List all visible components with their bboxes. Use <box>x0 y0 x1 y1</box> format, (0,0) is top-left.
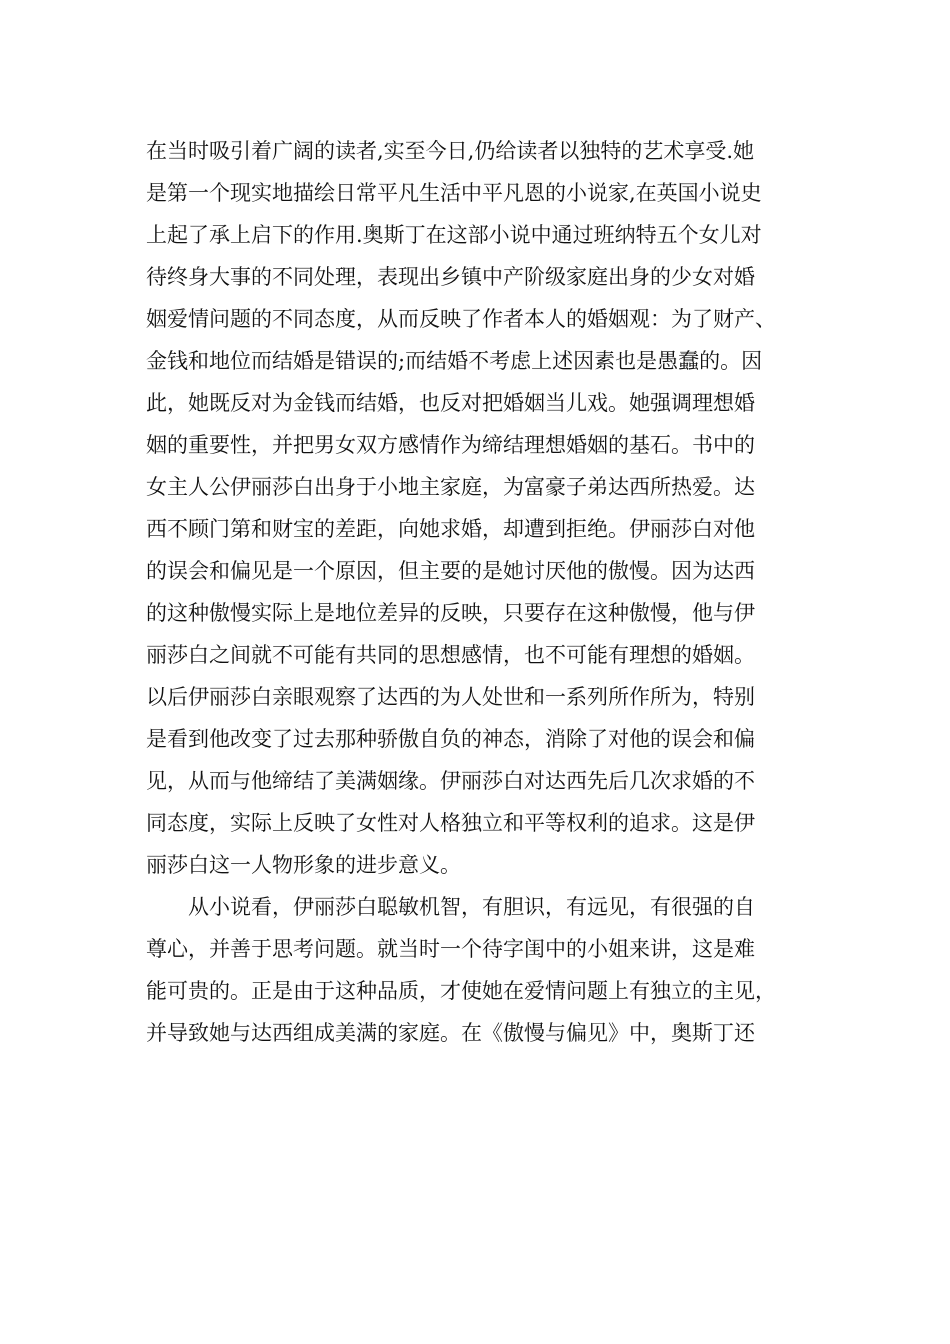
text-line: 丽莎白之间就不可能有共同的思想感情，也不可能有理想的婚姻。 <box>146 643 755 667</box>
text-line: 在当时吸引着广阔的读者,实至今日,仍给读者以独特的艺术享受.她 <box>146 139 755 163</box>
text-line: 姻爱情问题的不同态度，从而反映了作者本人的婚姻观：为了财产、 <box>146 307 776 331</box>
text-line: 同态度，实际上反映了女性对人格独立和平等权利的追求。这是伊 <box>146 811 755 835</box>
text-line: 金钱和地位而结婚是错误的;而结婚不考虑上述因素也是愚蠢的。因 <box>146 349 763 373</box>
text-line: 并导致她与达西组成美满的家庭。在《傲慢与偏见》中，奥斯丁还 <box>146 1021 755 1045</box>
text-line: 丽莎白这一人物形象的进步意义。 <box>146 853 461 877</box>
paragraph-start-line: 从小说看，伊丽莎白聪敏机智，有胆识，有远见，有很强的自 <box>188 895 755 919</box>
text-line: 的这种傲慢实际上是地位差异的反映，只要存在这种傲慢，他与伊 <box>146 601 755 625</box>
text-line: 待终身大事的不同处理，表现出乡镇中产阶级家庭出身的少女对婚 <box>146 265 755 289</box>
text-line: 是看到他改变了过去那种骄傲自负的神态，消除了对他的误会和偏 <box>146 727 755 751</box>
text-line: 姻的重要性，并把男女双方感情作为缔结理想婚姻的基石。书中的 <box>146 433 755 457</box>
text-line: 尊心，并善于思考问题。就当时一个待字闺中的小姐来讲，这是难 <box>146 937 755 961</box>
text-line: 的误会和偏见是一个原因，但主要的是她讨厌他的傲慢。因为达西 <box>146 559 755 583</box>
text-line: 西不顾门第和财宝的差距，向她求婚，却遭到拒绝。伊丽莎白对他 <box>146 517 755 541</box>
text-line: 女主人公伊丽莎白出身于小地主家庭，为富豪子弟达西所热爱。达 <box>146 475 755 499</box>
text-line: 能可贵的。正是由于这种品质，才使她在爱情问题上有独立的主见， <box>146 979 776 1003</box>
text-line: 见，从而与他缔结了美满姻缘。伊丽莎白对达西先后几次求婚的不 <box>146 769 755 793</box>
text-line: 是第一个现实地描绘日常平凡生活中平凡恩的小说家,在英国小说史 <box>146 181 762 205</box>
text-line: 此，她既反对为金钱而结婚，也反对把婚姻当儿戏。她强调理想婚 <box>146 391 755 415</box>
text-line: 以后伊丽莎白亲眼观察了达西的为人处世和一系列所作所为，特别 <box>146 685 755 709</box>
body-text <box>146 130 806 1054</box>
text-line: 上起了承上启下的作用.奥斯丁在这部小说中通过班纳特五个女儿对 <box>146 223 762 247</box>
